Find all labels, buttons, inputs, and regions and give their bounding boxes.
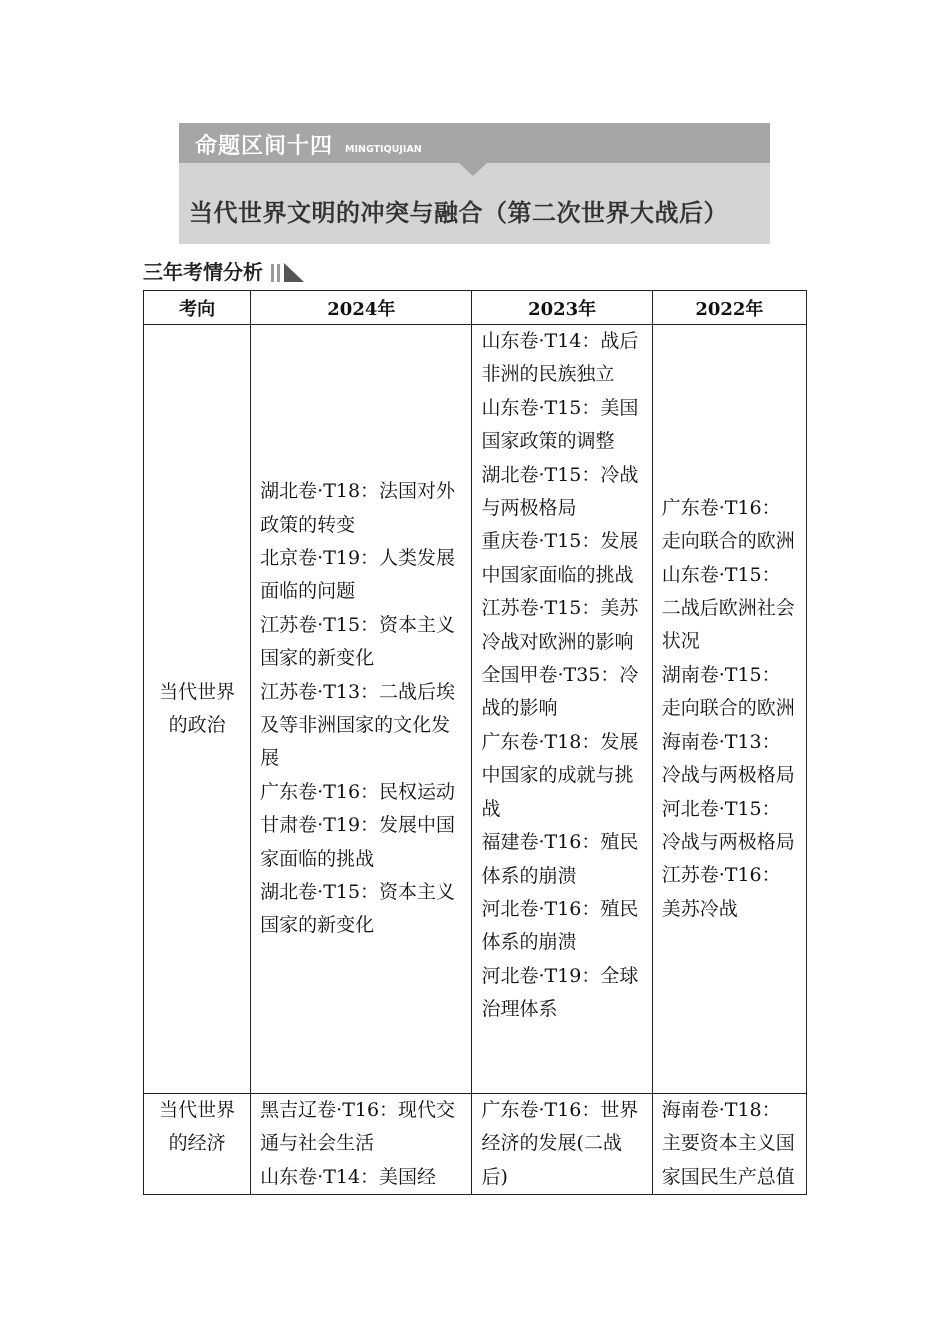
exam-entry: 山东卷·T15：美国国家政策的调整 — [481, 396, 639, 453]
entries-cell-2023 — [472, 1094, 652, 1195]
heading-decoration-icon — [271, 260, 304, 282]
exam-entry: 江苏卷·T13：二战后埃及等非洲国家的文化发展 — [260, 680, 456, 770]
exam-entry: 黑吉辽卷·T16：现代交通与社会生活 — [260, 1099, 456, 1155]
exam-entry: 湖北卷·T18：法国对外政策的转变 — [260, 480, 456, 536]
table-header-cell: 考向 — [144, 291, 251, 325]
banner-notch — [459, 163, 487, 176]
exam-analysis-table — [143, 290, 807, 1195]
entries-cell-2024 — [251, 325, 472, 1094]
exam-entry: 江苏卷·T16：美苏冷战 — [661, 864, 781, 920]
exam-entry: 甘肃卷·T19：发展中国家面临的挑战 — [260, 814, 456, 870]
exam-entry: 广东卷·T16：走向联合的欧洲 — [661, 496, 795, 553]
entries-cell-2024 — [251, 1094, 472, 1195]
exam-entry: 海南卷·T13：冷战与两极格局 — [661, 730, 795, 787]
exam-entry: 北京卷·T19：人类发展面临的问题 — [260, 546, 456, 603]
exam-entry: 海南卷·T18：主要资本主义国家国民生产总值 — [661, 1099, 795, 1188]
section-label: 命题区间十四 — [195, 134, 334, 159]
exam-entry: 全国甲卷·T35：冷战的影响 — [481, 664, 639, 720]
exam-entry: 山东卷·T15：二战后欧洲社会状况 — [661, 563, 795, 653]
exam-entry: 河北卷·T16：殖民体系的崩溃 — [481, 897, 639, 954]
exam-entry: 江苏卷·T15：美苏冷战对欧洲的影响 — [481, 597, 639, 653]
table-header-row — [144, 291, 807, 325]
exam-entry: 湖南卷·T15：走向联合的欧洲 — [661, 663, 795, 720]
exam-entry: 河北卷·T19：全球治理体系 — [481, 964, 639, 1021]
exam-entry: 山东卷·T14：美国经 — [260, 1165, 437, 1188]
table-row — [144, 325, 807, 1094]
exam-entry: 重庆卷·T15：发展中国家面临的挑战 — [481, 530, 639, 586]
table-header-cell: 2024年 — [251, 291, 472, 325]
section-banner — [179, 123, 770, 244]
entries-cell-2023 — [472, 325, 652, 1094]
banner-header-strip — [179, 123, 770, 163]
exam-entry: 湖北卷·T15：资本主义国家的新变化 — [260, 881, 456, 937]
exam-entry: 广东卷·T18：发展中国家的成就与挑战 — [481, 730, 639, 820]
table-row — [144, 1094, 807, 1195]
section-sub-label: MINGTIQUJIAN — [345, 144, 422, 155]
entries-cell-2022 — [652, 325, 806, 1094]
category-label: 当代世界的政治 — [159, 680, 236, 736]
entries-cell-2022 — [652, 1094, 806, 1195]
analysis-title: 三年考情分析 — [143, 260, 263, 284]
exam-entry: 河北卷·T15：冷战与两极格局 — [661, 797, 795, 853]
exam-entry: 广东卷·T16：世界经济的发展(二战后) — [481, 1099, 639, 1188]
exam-entry: 湖北卷·T15：冷战与两极格局 — [481, 463, 639, 520]
exam-entry: 广东卷·T16：民权运动 — [260, 780, 456, 803]
table-header-cell: 2022年 — [652, 291, 806, 325]
exam-entry: 山东卷·T14：战后非洲的民族独立 — [481, 330, 639, 386]
analysis-heading — [143, 256, 304, 285]
table-header-cell: 2023年 — [472, 291, 652, 325]
exam-entry: 福建卷·T16：殖民体系的崩溃 — [481, 831, 639, 887]
category-label: 当代世界的经济 — [159, 1099, 236, 1155]
chapter-title: 当代世界文明的冲突与融合（第二次世界大战后） — [189, 199, 728, 227]
category-cell — [144, 1094, 251, 1195]
category-cell — [144, 325, 251, 1094]
exam-entry: 江苏卷·T15：资本主义国家的新变化 — [260, 613, 456, 670]
